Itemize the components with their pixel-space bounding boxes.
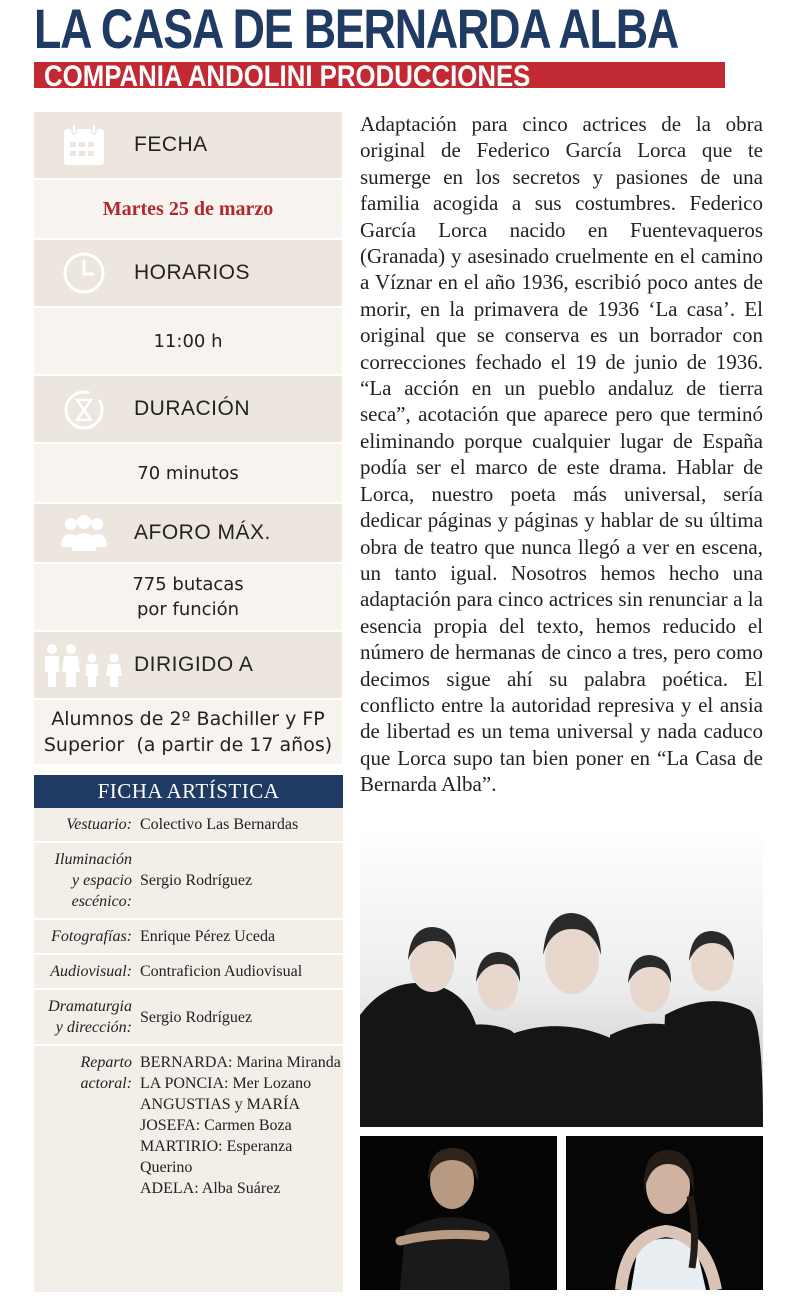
ficha-key-line: Dramaturgia <box>48 998 132 1015</box>
ficha-key-line: escénico: <box>71 893 132 910</box>
cast-item: ADELA: Alba Suárez <box>140 1180 281 1197</box>
cast-item: LA PONCIA: Mer Lozano <box>140 1075 312 1092</box>
ficha-row-fotografias <box>34 920 343 955</box>
ficha-key-line: Reparto <box>80 1054 132 1071</box>
ficha-key-line: y dirección: <box>55 1019 132 1036</box>
aforo-value-line2: por función <box>136 599 240 620</box>
ficha-value: Sergio Rodríguez <box>140 872 253 889</box>
dirigido-label: DIRIGIDO A <box>134 653 254 676</box>
ficha-row-dramaturgia <box>34 990 343 1046</box>
stopwatch-icon <box>34 386 134 432</box>
cast-item: ANGUSTIAS y MARÍA <box>140 1096 301 1113</box>
cast-item: BERNARDA: Marina Miranda <box>140 1054 341 1071</box>
dirigido-value-line1: Alumnos de 2º Bachiller y FP <box>51 708 325 730</box>
duracion-label: DURACIÓN <box>134 397 251 420</box>
people-icon <box>34 513 134 553</box>
article-body: Adaptación para cinco actrices de la obra original de Federico García Lorca que te sumerge en los secretos y pasiones de una familia acogida a sus costumbres. Federico García Lorca nacido en Fuentevaqueros (Granada) y asesinado cruelmente en el camino a Víznar en el año 1936, escribió poco antes de morir, en la primavera de 1936 ‘La casa’. El original que se conserva es un borrador con correcciones fechado el 19 de junio de 1936. “La acción en un pueblo andaluz de tierra seca”, acotación que aparece pero que terminó eliminando porque cualquier lugar de España podía ser el marco de este drama. Hablar de Lorca, nuestro poeta más universal, sería dedicar páginas y páginas y hablar de su última obra de teatro que nunca llegó a ver en escena, un tanto igual. Nosotros hemos hecho una adaptación para cinco actrices sin renunciar a la esencia propia del texto, hemos reducido el número de hermanas de cinco a tres, pero como decimos sigue ahí su palabra poética. El conflicto entre la autoridad represiva y el ansia de libertad es un tema universal y nada caduco que Lorca supo tan bien poner en “La Casa de Bernarda Alba”. <box>360 112 763 797</box>
company-subtitle: COMPANIA ANDOLINI PRODUCCIONES <box>44 60 531 93</box>
ficha-key-line: actoral: <box>80 1075 132 1092</box>
aforo-value-line1: 775 butacas <box>132 574 244 595</box>
ficha-value: Enrique Pérez Uceda <box>140 928 276 945</box>
cast-item: JOSEFA: Carmen Boza <box>140 1117 292 1134</box>
ficha-row-audiovisual <box>34 955 343 990</box>
page-title: LA CASA DE BERNARDA ALBA <box>34 0 679 60</box>
calendar-icon <box>34 122 134 168</box>
aforo-label: AFORO MÁX. <box>134 521 271 544</box>
dirigido-header <box>34 632 342 700</box>
ficha-value: Contraficion Audiovisual <box>140 963 303 980</box>
cast-list <box>140 1052 343 1199</box>
dirigido-value-line2: Superior (a partir de 17 años) <box>43 734 333 756</box>
aforo-value <box>34 564 342 632</box>
family-icon <box>34 642 134 688</box>
ficha-row-reparto <box>34 1046 343 1205</box>
cast-item: MARTIRIO: Esperanza <box>140 1138 293 1155</box>
ficha-key <box>34 1052 140 1199</box>
horarios-label: HORARIOS <box>134 261 251 284</box>
ficha-row-vestuario <box>34 808 343 843</box>
duracion-header <box>34 376 342 444</box>
clock-icon <box>34 250 134 296</box>
cast-item: Querino <box>140 1159 193 1176</box>
actress-photo-right <box>566 1136 763 1290</box>
info-column <box>34 112 342 766</box>
horarios-header <box>34 240 342 308</box>
fecha-header <box>34 112 342 180</box>
ficha-key-line: y espacio <box>72 872 132 889</box>
ficha-artistica-header: FICHA ARTÍSTICA <box>34 775 343 808</box>
fecha-label: FECHA <box>134 133 208 156</box>
ficha-value: Colectivo Las Bernardas <box>140 816 299 833</box>
ficha-key-line: Iluminación <box>54 851 132 868</box>
horarios-value: 11:00 h <box>34 308 342 376</box>
aforo-header <box>34 504 342 564</box>
fecha-value: Martes 25 de marzo <box>34 180 342 240</box>
duracion-value: 70 minutos <box>34 444 342 504</box>
ficha-row-iluminacion <box>34 843 343 920</box>
dirigido-value <box>34 700 342 766</box>
ficha-key <box>34 996 140 1038</box>
ficha-key <box>34 849 140 912</box>
ficha-key: Fotografías: <box>51 928 132 945</box>
ficha-key: Vestuario: <box>66 816 132 833</box>
cast-group-photo <box>360 825 763 1127</box>
actress-photo-left <box>360 1136 557 1290</box>
ficha-artistica-table <box>34 808 343 1292</box>
ficha-value: Sergio Rodríguez <box>140 1008 253 1026</box>
ficha-key: Audiovisual: <box>50 963 132 980</box>
